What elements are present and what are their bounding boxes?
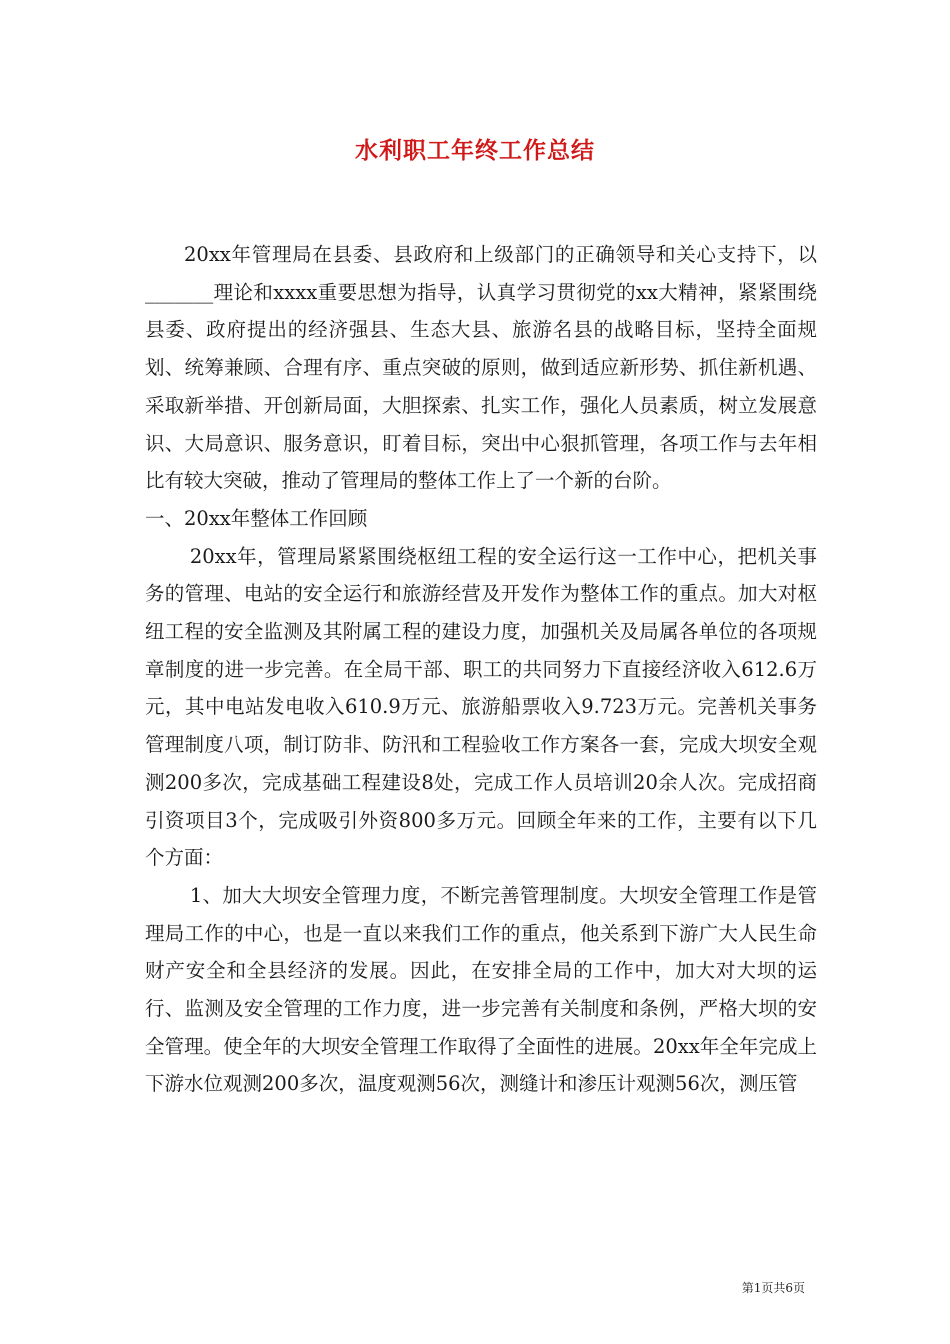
intro-paragraph: 20xx年管理局在县委、县政府和上级部门的正确领导和关心支持下，以_______理论和xxxx重要思想为指导，认真学习贯彻党的xx大精神，紧紧围绕县委、政府提出的经济强县、生态大县、旅游名县的战略目标，坚持全面规划、统筹兼顾、合理有序、重点突破的原则，做到适应新形势、抓住新机遇、采取新举措、开创新局面，大胆探索、扎实工作，强化人员素质，树立发展意识、大局意识、服务意识，盯着目标，突出中心狠抓管理，各项工作与去年相比有较大突破，推动了管理局的整体工作上了一个新的台阶。 <box>145 243 817 493</box>
document-title: 水利职工年终工作总结 <box>355 137 595 164</box>
review-paragraph: 20xx年，管理局紧紧围绕枢纽工程的安全运行这一工作中心，把机关事务的管理、电站的安全运行和旅游经营及开发作为整体工作的重点。加大对枢纽工程的安全监测及其附属工程的建设力度，加强机关及局属各单位的各项规章制度的进一步完善。在全局干部、职工的共同努力下直接经济收入612.6万元，其中电站发电收入610.9万元、旅游船票收入9.723万元。完善机关事务管理制度八项，制订防非、防汛和工程验收工作方案各一套，完成大坝安全观测200多次，完成基础工程建设8处，完成工作人员培训20余人次。完成招商引资项目3个，完成吸引外资800多万元。回顾全年来的工作，主要有以下几个方面： <box>145 544 817 870</box>
dam-safety-paragraph: 1、加大大坝安全管理力度，不断完善管理制度。大坝安全管理工作是管理局工作的中心，也是一直以来我们工作的重点，他关系到下游广大人民生命财产安全和全县经济的发展。因此，在安排全局的工作中，加大对大坝的运行、监测及安全管理的工作力度，进一步完善有关制度和条例，严格大坝的安全管理。使全年的大坝安全管理工作取得了全面性的进展。20xx年全年完成上下游水位观测200多次，温度观测56次，测缝计和渗压计观测56次，测压管 <box>145 883 817 1096</box>
document-body <box>145 236 817 1103</box>
page-number: 第1页共6页 <box>741 1281 805 1295</box>
section-heading: 一、20xx年整体工作回顾 <box>145 506 368 530</box>
